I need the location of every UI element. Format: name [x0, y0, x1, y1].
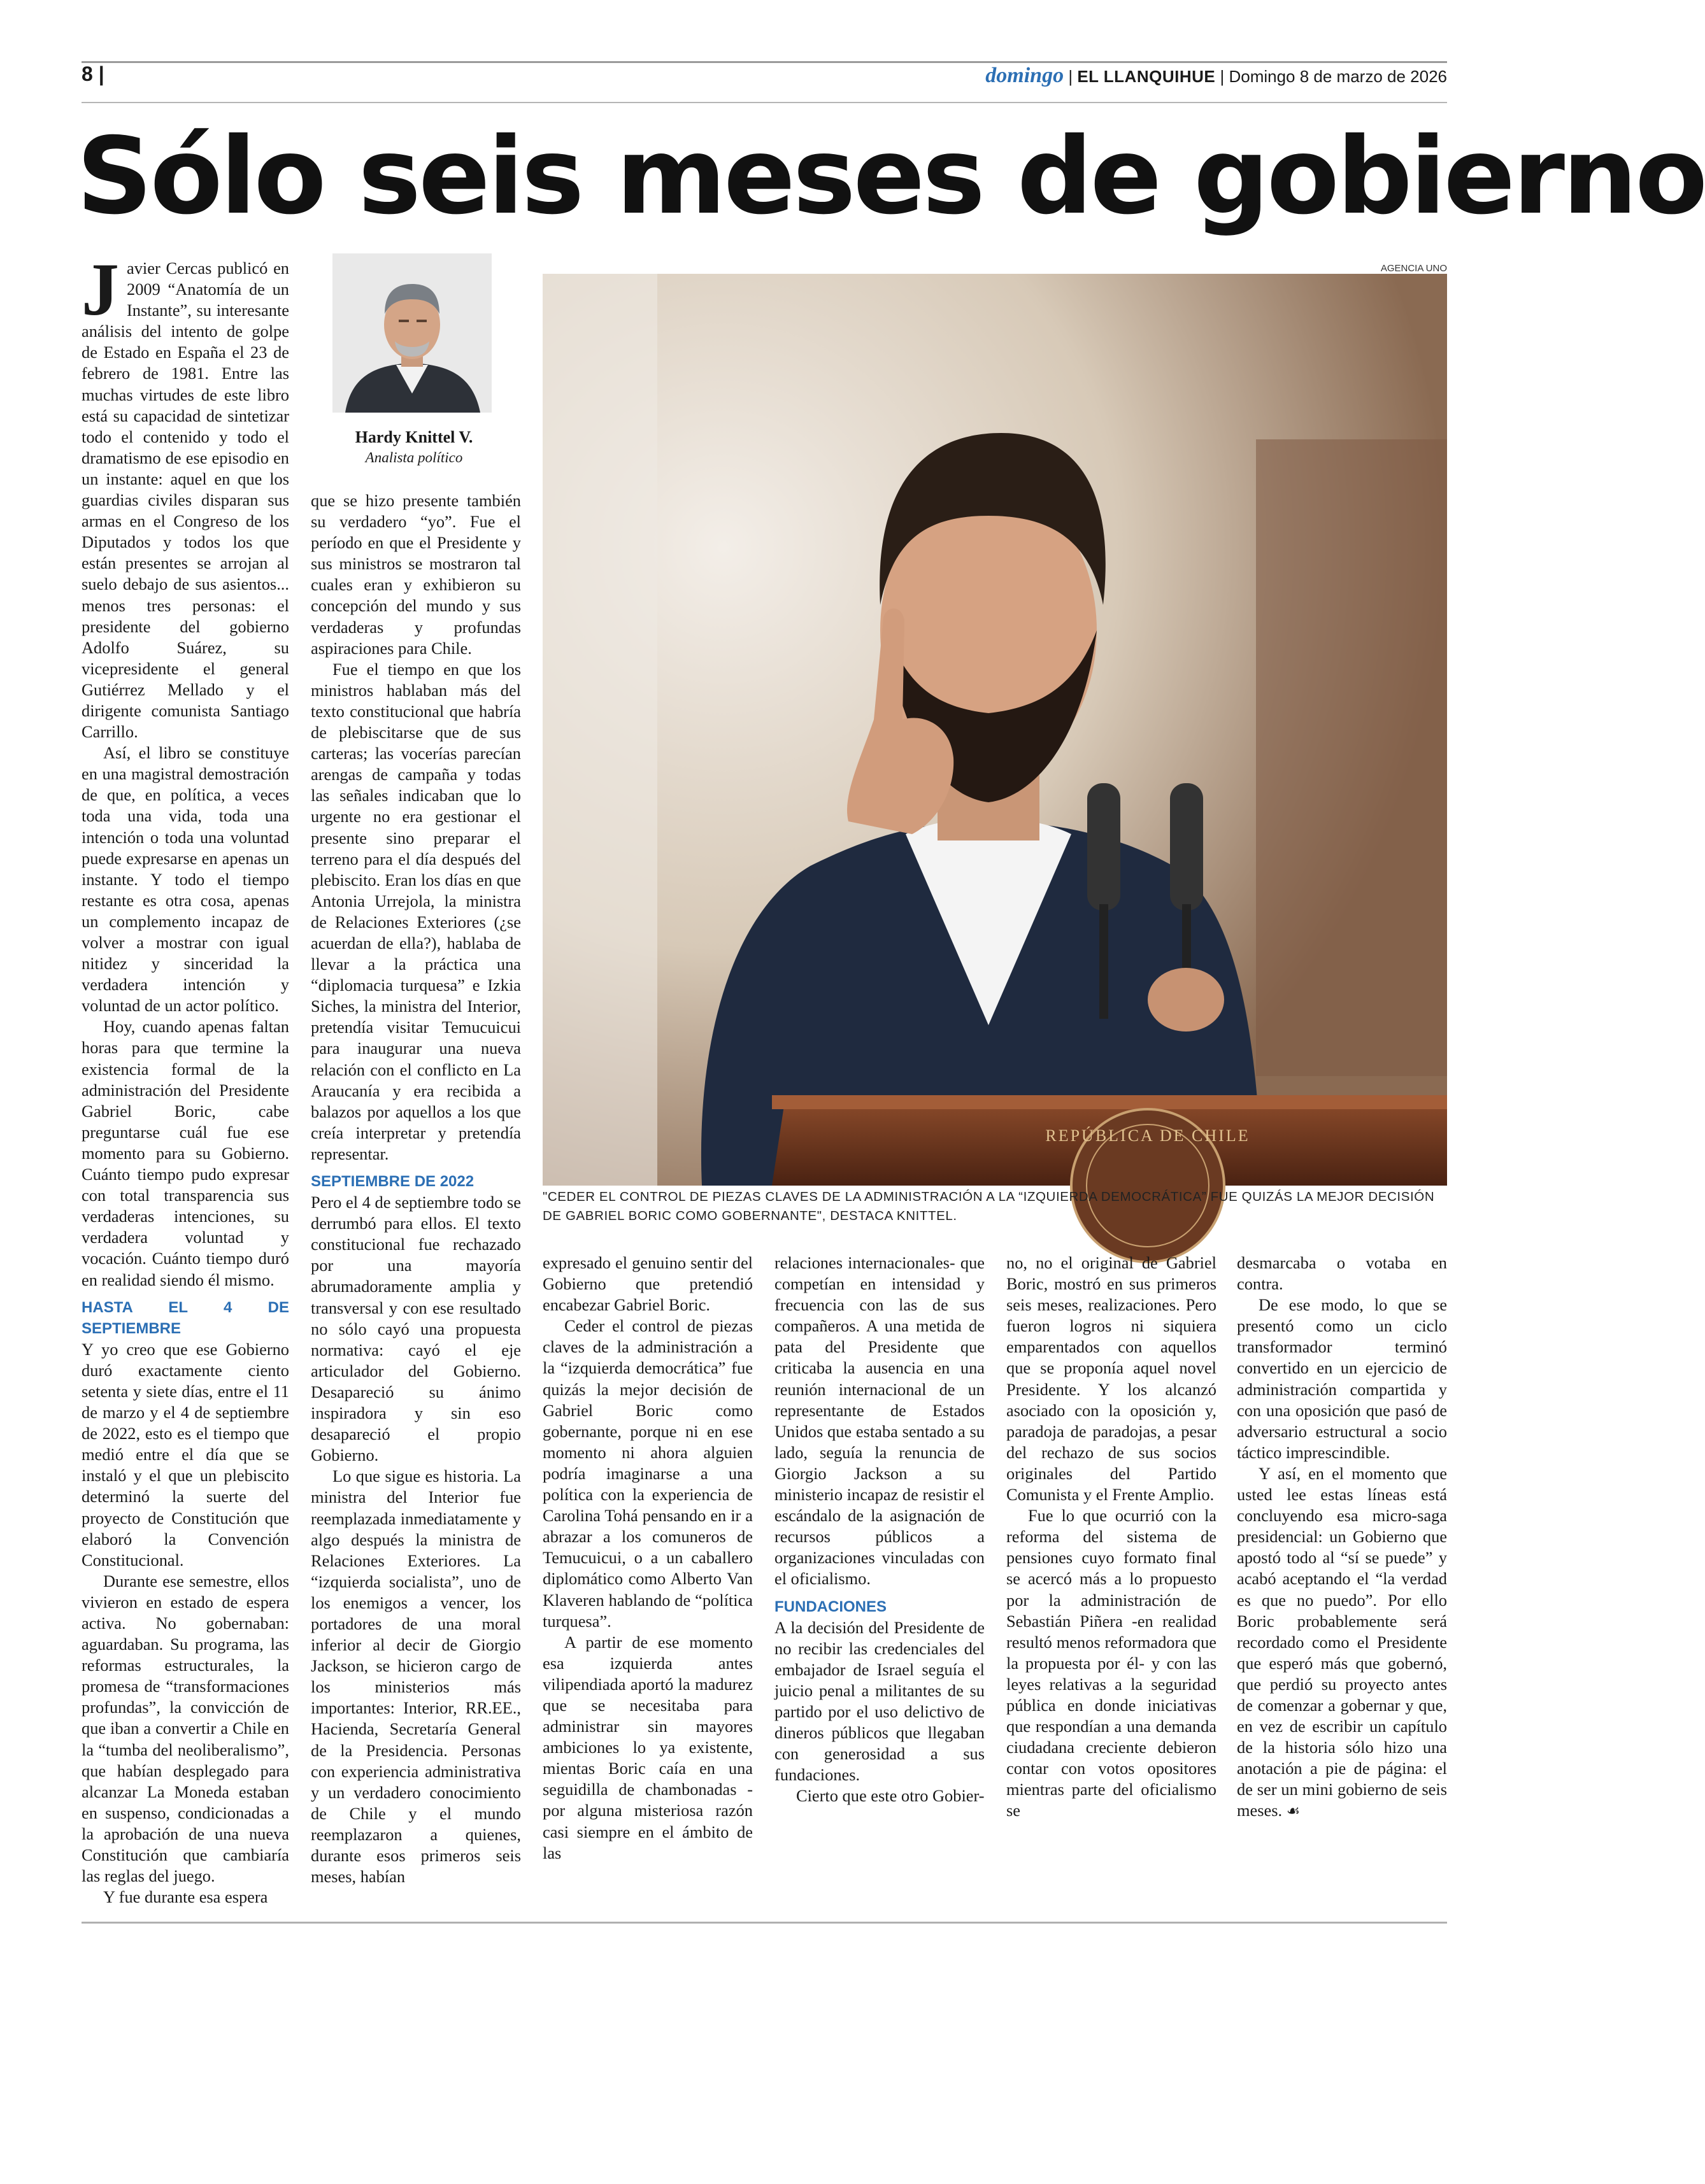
paragraph: De ese modo, lo que se presentó como un ciclo transformador terminó convertido en un ejercicio de administración compartida y con una oposición que pasó de adversario estructural a socio táctico imprescindible. [1237, 1295, 1447, 1462]
article-column-2 [311, 490, 521, 1887]
paragraph: Cierto que este otro Gobier- [796, 1786, 985, 1806]
top-rule [82, 61, 1447, 63]
publication-name: EL LLANQUIHUE [1077, 67, 1216, 86]
lead-paragraph [82, 248, 289, 742]
page-number-text: 8 [82, 62, 93, 85]
subheading: SEPTIEMBRE DE 2022 [311, 1173, 474, 1190]
photo-caption: "CEDER EL CONTROL DE PIEZAS CLAVES DE LA ADMINISTRACIÓN A LA “IZQUIERDA DEMOCRÁTICA” FUE QUIZÁS LA MEJOR DECISIÓN DE GABRIEL BORIC COMO GOBERNANTE", DESTACA KNITTEL. [543, 1189, 1435, 1223]
paragraph-text: Y así, en el momento que usted lee estas líneas está concluyendo esa micro-saga presidencial: un Gobierno que apostó todo al “sí se puede” y acabó aceptando el “la verdad es que no puedo”. Por ello Boric probablemente será recordado como el Presidente que esperó más que gobernó, que perdió su proyecto antes de comenzar a gobernar y que, en vez de escribir un capítulo de la historia sólo hizo una anotación a pie de página: el de ser un mini gobierno de seis meses. [1237, 1463, 1447, 1820]
paragraph: Durante ese semestre, ellos vivieron en estado de espera activa. No gobernaban: aguardaban. Su programa, las reformas estructurales, la promesa de “transformaciones profundas”, la convicción de que iban a convertir a Chile en la “tumba del neoliberalismo”, que habían desplegado para alcanzar La Moneda estaban en suspenso, condicionadas a la aprobación de una nueva Constitución que cambiaría las reglas del juego. [82, 1571, 289, 1886]
paragraph: Fue el tiempo en que los ministros hablaban más del texto constitucional que habría de plebiscitarse que de sus carteras; las vocerías parecían arengas de campaña y todas las señales indicaban que lo urgente no era gestionar el presente sino preparar el terreno para el día después del plebiscito. Eran los días en que Antonia Urrejola, la ministra de Relaciones Exteriores (¿se acuerdan de ella?), hablaba de llevar a la práctica una “diplomacia turquesa” e Izkia Siches, la ministra del Interior, pretendía visitar Temucuicui para inaugurar una nueva relación con el conflicto en La Araucanía y era recibida a balazos por aquellos a los que creía interpretar y pretendía representar. [311, 659, 521, 1163]
paragraph [1237, 1463, 1447, 1822]
author-role: Analista político [365, 450, 463, 465]
photo-credit: AGENCIA UNO [1380, 263, 1447, 274]
paragraph: Así, el libro se constituye en una magistral demostración de que, en política, a veces toda una vida, toda una intención o toda una voluntad puede expresarse en apenas un instante. Y todo el tiempo restante es otra cosa, apenas un complemento incapaz de volver a mostrar con igual nitidez y sinceridad la verdadera intención y voluntad de un actor político. [82, 743, 289, 1016]
paragraph: avier Cercas publicó en 2009 “Anatomía de un Instante”, su interesante análisis del intento de golpe de Estado en España el 23 de febrero de 1981. Entre las muchas virtudes de este libro está su capacidad de sintetizar todo el contenido y todo el dramatismo de ese episodio en un instante: aquel en que los guardias civiles disparan sus armas en el Congreso de los Diputados y todos los que están presentes se arrojan al suelo debajo de sus asientos... menos tres personas: el presidente del gobierno Adolfo Suárez, su vicepresidente el general Gutiérrez Mellado y el dirigente comunista Santiago Carrillo. [82, 259, 289, 742]
paragraph: relaciones internacionales- que competían en intensidad y frecuencia con las de sus compañeros. A una metida de pata del Presidente que criticaba la ausencia en una reunión internacional de un representante de Estados Unidos que estaba sentado a su lado, seguía la renuncia de Giorgio Jackson a su ministerio incapaz de resistir el escándalo de la asignación de recursos públicos a organizaciones vinculadas con el oficialismo. [774, 1253, 985, 1589]
paragraph: Y yo creo que ese Gobierno duró exactamente ciento setenta y siete días, entre el 11 de marzo y el 4 de septiembre de 2022, esto es el tiempo que medió entre el día que se instaló y el que un plebiscito determinó la suerte del proyecto de Constitución que elaboró la Convención Constitucional. [82, 1339, 289, 1570]
paragraph: desmarcaba o votaba en contra. [1237, 1253, 1447, 1294]
article-column-5 [1006, 1252, 1216, 1822]
paragraph: A la decisión del Presidente de no recibir las credenciales del embajador de Israel seguía el juicio penal a militantes de su partido por el uso delictivo de dineros públicos que llegaban con generosidad a sus fundaciones. [774, 1617, 985, 1785]
subheading: FUNDACIONES [774, 1598, 887, 1615]
paragraph: Hoy, cuando apenas faltan horas para que termine la existencia formal de la administración del Presidente Gabriel Boric, cabe preguntarse cuál fue ese momento para su Gobierno. Cuánto tiempo pudo expresar con total transparencia sus verdaderas intenciones, su verdadera voluntad y vocación. Cuánto tiempo duró en realidad siendo él mismo. [82, 1017, 289, 1289]
paragraph: Fue lo que ocurrió con la reforma del sistema de pensiones cuyo formato final se acercó más a lo propuesto por la administración de Sebastián Piñera -en realidad resultó menos reformadora que la propuesta por él- y con las leyes relativas a la seguridad pública en donde iniciativas que respondían a una demanda ciudadana creciente debieron contar con votos opositores mientras parte del oficialismo se [1006, 1506, 1216, 1820]
podium-seal-text: REPÚBLICA DE CHILE [1045, 1126, 1250, 1145]
header-rule [82, 102, 1447, 103]
paragraph: Ceder el control de piezas claves de la administración a la “izquierda democrática” fue quizás la mejor decisión de Gabriel Boric como gobernante, porque ni en ese momento ni ahora alguien podría imaginarse a una política con la experiencia de Carolina Tohá pensando en ir a abrazar a los comuneros de Temucuicui, o a un caballero diplomático como Alberto Van Klaveren hablando de “política turquesa”. [543, 1316, 753, 1631]
paragraph: que se hizo presente también su verdadero “yo”. Fue el período en que el Presidente y sus ministros se mostraron tal cuales eran y exhibieron su concepción del mundo y sus verdaderas y profundas aspiraciones para Chile. [311, 491, 521, 658]
author-name: Hardy Knittel V. [355, 428, 473, 446]
article-column-1 [82, 248, 289, 1908]
subheading: HASTA EL 4 DE SEPTIEMBRE [82, 1298, 289, 1337]
paragraph: Pero el 4 de septiembre todo se derrumbó para ellos. El texto constitucional fue rechazado por una mayoría abrumadoramente amplia y transversal y con ese resultado no sólo cayó una propuesta normativa: cayó el eje articulador del Gobierno. Desapareció su ánimo inspiradora y sin eso desapareció el propio Gobierno. [311, 1193, 521, 1465]
paragraph: Lo que sigue es historia. La ministra del Interior fue reemplazada inmediatamente y algo después la ministra de Relaciones Exteriores. La “izquierda socialista”, uno de los enemigos a vencer, los portadores de una moral inferior al decir de Giorgio Jackson, se hicieron cargo de los ministerios más importantes: Interior, RR.EE., Hacienda, Secretaría General de la Presidencia. Personas con experiencia administrativa y un verdadero conocimiento de Chile y el mundo reemplazaron a quienes, durante esos primeros seis meses, habían [311, 1466, 521, 1887]
article-column-6 [1237, 1252, 1447, 1822]
end-mark-icon: ☙ [1286, 1802, 1301, 1820]
page-number: 8 | [82, 62, 104, 85]
paragraph: no, no el original de Gabriel Boric, mostró en sus primeros seis meses, realizaciones. Pero fueron logros ni siquiera emparentados con aquellos que se proponía aquel novel Presidente. Y los alcanzó asociado con la oposición y, paradoja de paradojas, a pesar del rechazo de sus socios originales del Partido Comunista y el Frente Amplio. [1006, 1253, 1216, 1505]
drop-cap: J [82, 248, 119, 331]
section-name: domingo [985, 64, 1064, 87]
article-column-3 [543, 1252, 753, 1864]
author-portrait [332, 253, 492, 413]
issue-date: Domingo 8 de marzo de 2026 [1229, 67, 1447, 86]
main-photo [543, 274, 1447, 1186]
paragraph: A partir de ese momento esa izquierda antes vilipendiada aportó la madurez que se necesitaba para administrar sin mayores ambiciones lo ya existente, mientas Boric caía en una seguidilla de chambonadas -por alguna misteriosa razón casi siempre en el ámbito de las [543, 1632, 753, 1862]
headline: Sólo seis meses de gobierno [76, 115, 1705, 238]
paragraph: Y fue durante esa espera [103, 1887, 268, 1907]
article-column-4 [774, 1252, 985, 1806]
paragraph: expresado el genuino sentir del Gobierno que pretendió encabezar Gabriel Boric. [543, 1253, 753, 1315]
bottom-rule [82, 1922, 1447, 1924]
folio: domingo | EL LLANQUIHUE | Domingo 8 de marzo de 2026 [985, 64, 1447, 87]
